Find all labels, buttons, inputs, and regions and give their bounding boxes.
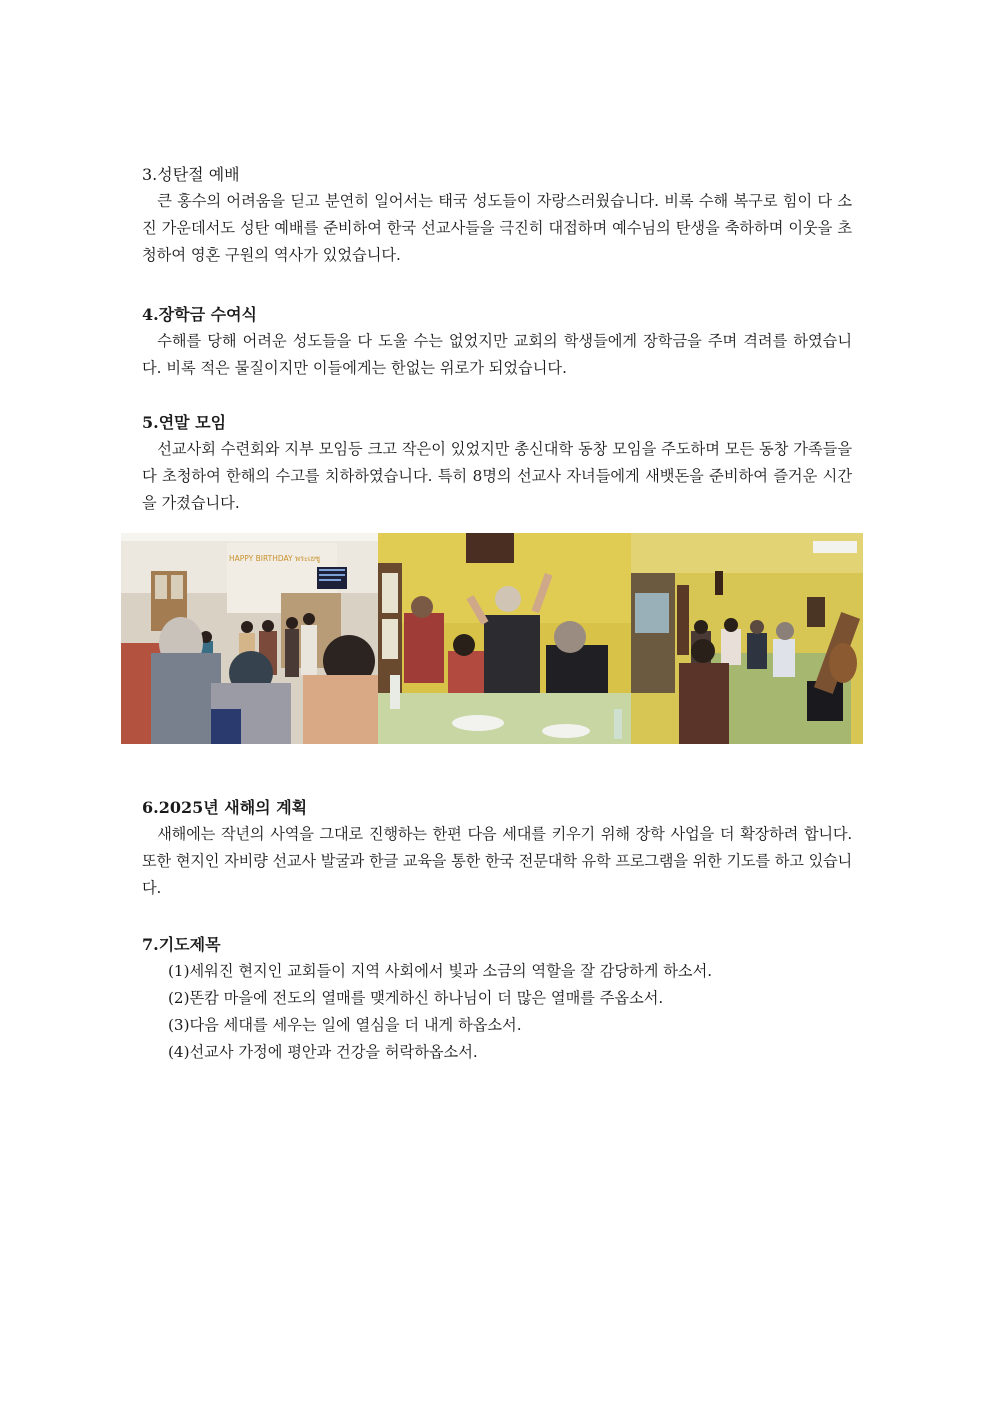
section-title: 7.기도제목 — [142, 935, 221, 954]
section-year-end-gathering — [142, 410, 852, 517]
section-title: 4.장학금 수여식 — [142, 305, 258, 324]
prayer-item: (3)다음 세대를 세우는 일에 열심을 더 내게 하옵소서. — [168, 1016, 522, 1034]
restaurant-gathering-photo — [631, 533, 863, 744]
section-title: 3.성탄절 예배 — [142, 165, 240, 184]
section-new-year-plan — [142, 795, 852, 902]
section-body: 큰 홍수의 어려움을 딛고 분연히 일어서는 태국 성도들이 자랑스러웠습니다. 비록 수해 복구로 힘이 다 소진 가운데서도 성탄 예배를 준비하여 한국 선교사들을 극진히 대접하며 예수님의 탄생을 축하하며 이웃을 초청하여 영혼 구원의 역사가 있었습니다. — [142, 192, 852, 264]
prayer-dinner-photo — [378, 533, 631, 744]
section-body: 새해에는 작년의 사역을 그대로 진행하는 한편 다음 세대를 키우기 위해 장학 사업을 더 확장하려 합니다. 또한 현지인 자비량 선교사 발굴과 한글 교육을 통한 한국 전문대학 유학 프로그램을 위한 기도를 하고 있습니다. — [142, 825, 852, 897]
section-body: 수해를 당해 어려운 성도들을 다 도울 수는 없었지만 교회의 학생들에게 장학금을 주며 격려를 하였습니다. 비록 적은 물질이지만 이들에게는 한없는 위로가 되었습니다. — [142, 332, 852, 377]
prayer-item: (1)세워진 현지인 교회들이 지역 사회에서 빛과 소금의 역할을 잘 감당하게 하소서. — [168, 962, 713, 980]
prayer-item: (4)선교사 가정에 평안과 건강을 허락하옵소서. — [168, 1043, 478, 1061]
section-scholarship-ceremony — [142, 302, 852, 382]
section-body: 선교사회 수련회와 지부 모임등 크고 작은이 있었지만 총신대학 동창 모임을 주도하며 모든 동창 가족들을 다 초청하여 한해의 수고를 치하하였습니다. 특히 8명의 선교사 자녀들에게 새뱃돈을 준비하여 즐거운 시간을 가졌습니다. — [142, 440, 852, 512]
section-title: 6.2025년 새해의 계획 — [142, 798, 308, 817]
section-prayer-requests — [142, 932, 852, 1066]
section-christmas-service — [142, 162, 852, 269]
worship-hall-photo — [121, 533, 378, 744]
photo-strip — [121, 533, 863, 744]
section-title: 5.연말 모임 — [142, 413, 227, 432]
birthday-banner: HAPPY BIRTHDAY พระเยซู — [229, 554, 321, 563]
prayer-item: (2)똔캄 마을에 전도의 열매를 맺게하신 하나님이 더 많은 열매를 주옵소서. — [168, 989, 664, 1007]
